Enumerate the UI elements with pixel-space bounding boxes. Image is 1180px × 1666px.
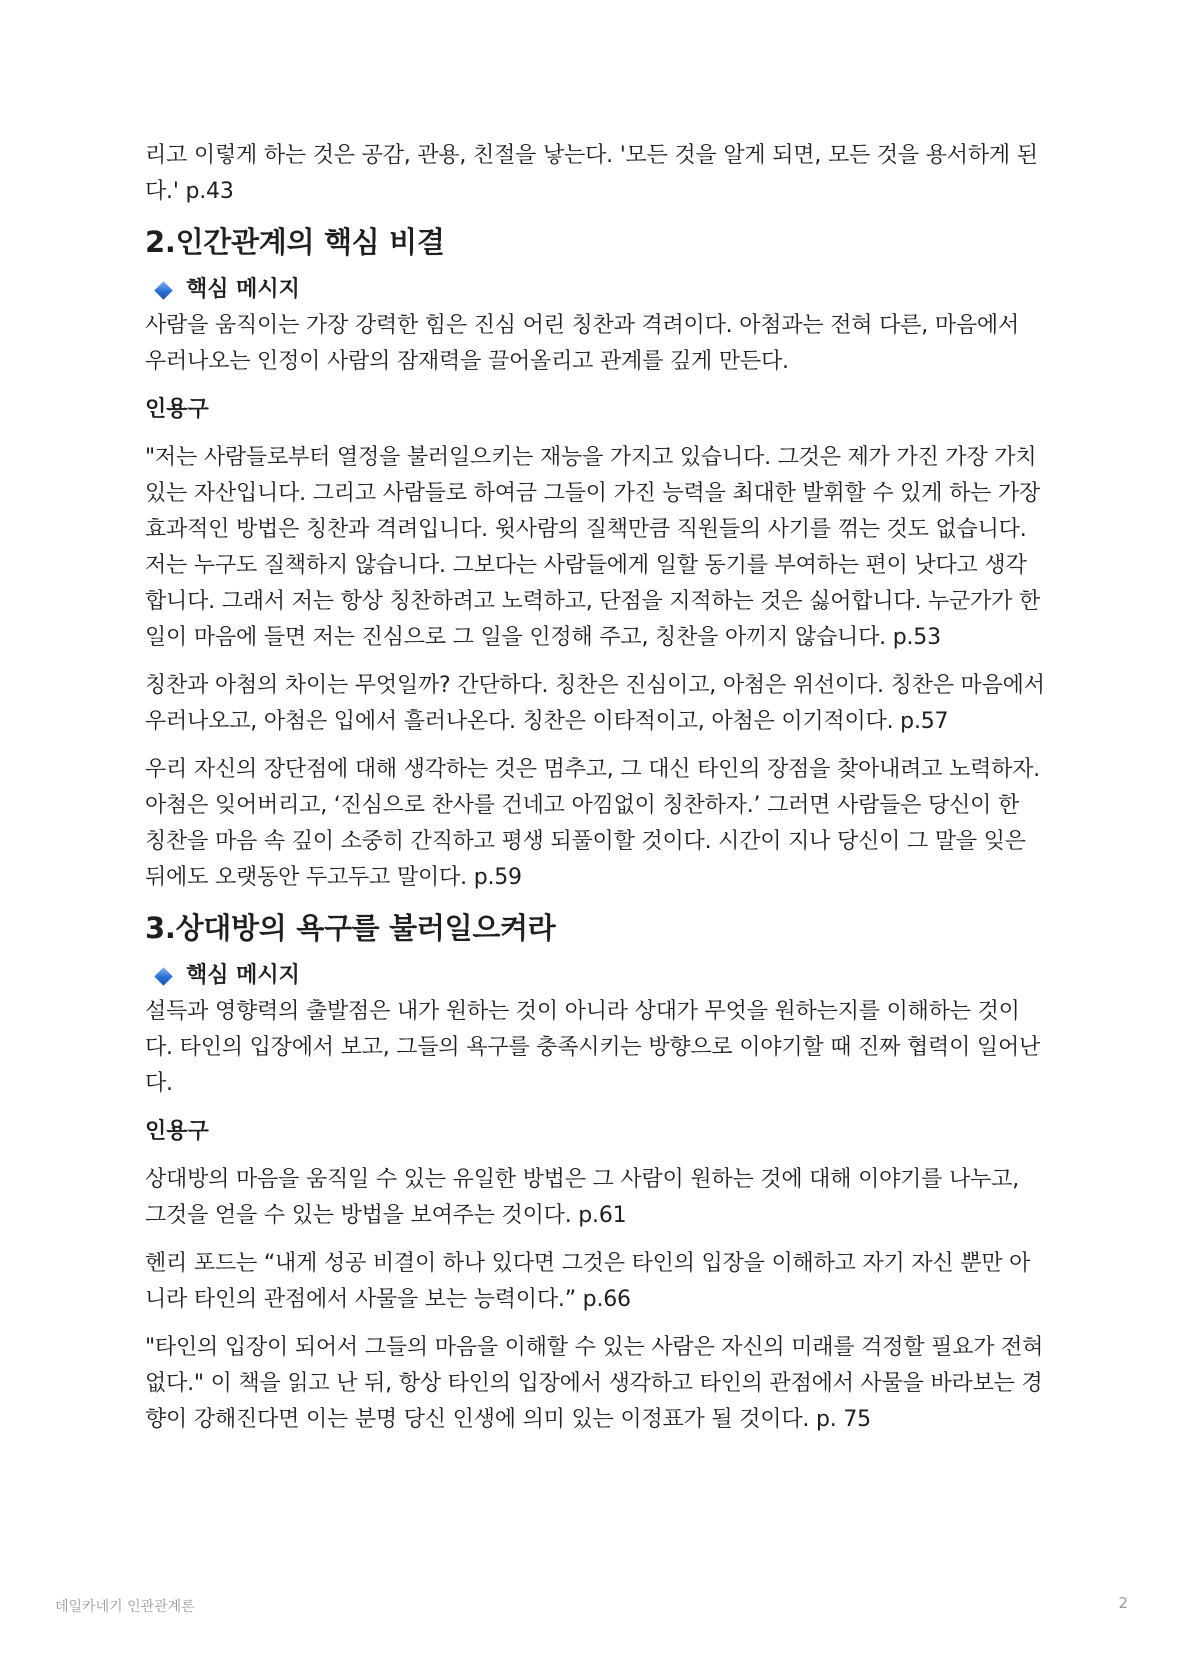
quote-paragraph: 상대방의 마음을 움직일 수 있는 유일한 방법은 그 사람이 원하는 것에 대해 이야기를 나누고, 그것을 얻을 수 있는 방법을 보여주는 것이다. p.61: [145, 1167, 1020, 1228]
section-3: [145, 908, 1045, 1438]
key-message-label-text: 핵심 메시지: [186, 277, 300, 302]
footer-page-number: 2: [1118, 1594, 1128, 1612]
quote-paragraph: 헨리 포드는 “내게 성공 비결이 하나 있다면 그것은 타인의 입장을 이해하고 자기 자신 뿐만 아니라 타인의 관점에서 사물을 보는 능력이다.” p.66: [145, 1251, 1031, 1312]
footer-document-title: 데일카네기 인관관계론: [55, 1599, 195, 1615]
quote-paragraph: 우리 자신의 장단점에 대해 생각하는 것은 멈추고, 그 대신 타인의 장점을 찾아내려고 노력하자. 아첨은 잊어버리고, ‘진심으로 찬사를 건네고 아낌없이 칭찬하자.’ 그러면 사람들은 당신이 한 칭찬을 마음 속 깊이 소중히 간직하고 평생 되풀이할 것이다. 시간이 지나 당신이 그 말을 잊은 뒤에도 오랫동안 두고두고 말이다. p.59: [145, 757, 1041, 890]
quote-paragraph: "저는 사람들로부터 열정을 불러일으키는 재능을 가지고 있습니다. 그것은 제가 가진 가장 가치 있는 자산입니다. 그리고 사람들로 하여금 그들이 가진 능력을 최대한 발휘할 수 있게 하는 가장 효과적인 방법은 칭찬과 격려입니다. 윗사람의 질책만큼 직원들의 사기를 꺾는 것도 없습니다. 저는 누구도 질책하지 않습니다. 그보다는 사람들에게 일할 동기를 부여하는 편이 낫다고 생각합니다. 그래서 저는 항상 칭찬하려고 노력하고, 단점을 지적하는 것은 싫어합니다. 누군가가 한 일이 마음에 들면 저는 진심으로 그 일을 인정해 주고, 칭찬을 아끼지 않습니다. p.53: [145, 445, 1041, 650]
section-3-title: 3.상대방의 욕구를 불러일으켜라: [145, 911, 556, 945]
key-message-label-text: 핵심 메시지: [186, 963, 300, 988]
quote-paragraph: 칭찬과 아첨의 차이는 무엇일까? 간단하다. 칭찬은 진심이고, 아첨은 위선이다. 칭찬은 마음에서 우러나오고, 아첨은 입에서 흘러나온다. 칭찬은 이타적이고, 아첨은 이기적이다. p.57: [145, 673, 1045, 734]
blue-diamond-icon: [154, 967, 172, 985]
section-3-quotes-label: 인용구: [145, 1119, 209, 1144]
section-2-title: 2.인간관계의 핵심 비결: [145, 225, 445, 259]
blue-diamond-icon: [154, 281, 172, 299]
section-3-key-message: 설득과 영향력의 출발점은 내가 원하는 것이 아니라 상대가 무엇을 원하는지를 이해하는 것이다. 타인의 입장에서 보고, 그들의 욕구를 충족시키는 방향으로 이야기할 때 진짜 협력이 일어난다.: [145, 999, 1041, 1096]
section-3-key-message-label: [153, 958, 1045, 994]
intro-paragraph: 리고 이렇게 하는 것은 공감, 관용, 친절을 낳는다. '모든 것을 알게 되면, 모든 것을 용서하게 된다.' p.43: [145, 143, 1038, 204]
section-2-quotes-label: 인용구: [145, 397, 209, 422]
section-2-key-message-label: [153, 272, 1045, 308]
section-2-key-message: 사람을 움직이는 가장 강력한 힘은 진심 어린 칭찬과 격려이다. 아첨과는 전혀 다른, 마음에서 우러나오는 인정이 사람의 잠재력을 끌어올리고 관계를 깊게 만든다.: [145, 313, 1020, 374]
document-body: [145, 138, 1045, 1450]
section-2: [145, 222, 1045, 896]
quote-paragraph: "타인의 입장이 되어서 그들의 마음을 이해할 수 있는 사람은 자신의 미래를 걱정할 필요가 전혀 없다." 이 책을 읽고 난 뒤, 항상 타인의 입장에서 생각하고 타인의 관점에서 사물을 바라보는 경향이 강해진다면 이는 분명 당신 인생에 의미 있는 이정표가 될 것이다. p. 75: [145, 1335, 1044, 1432]
